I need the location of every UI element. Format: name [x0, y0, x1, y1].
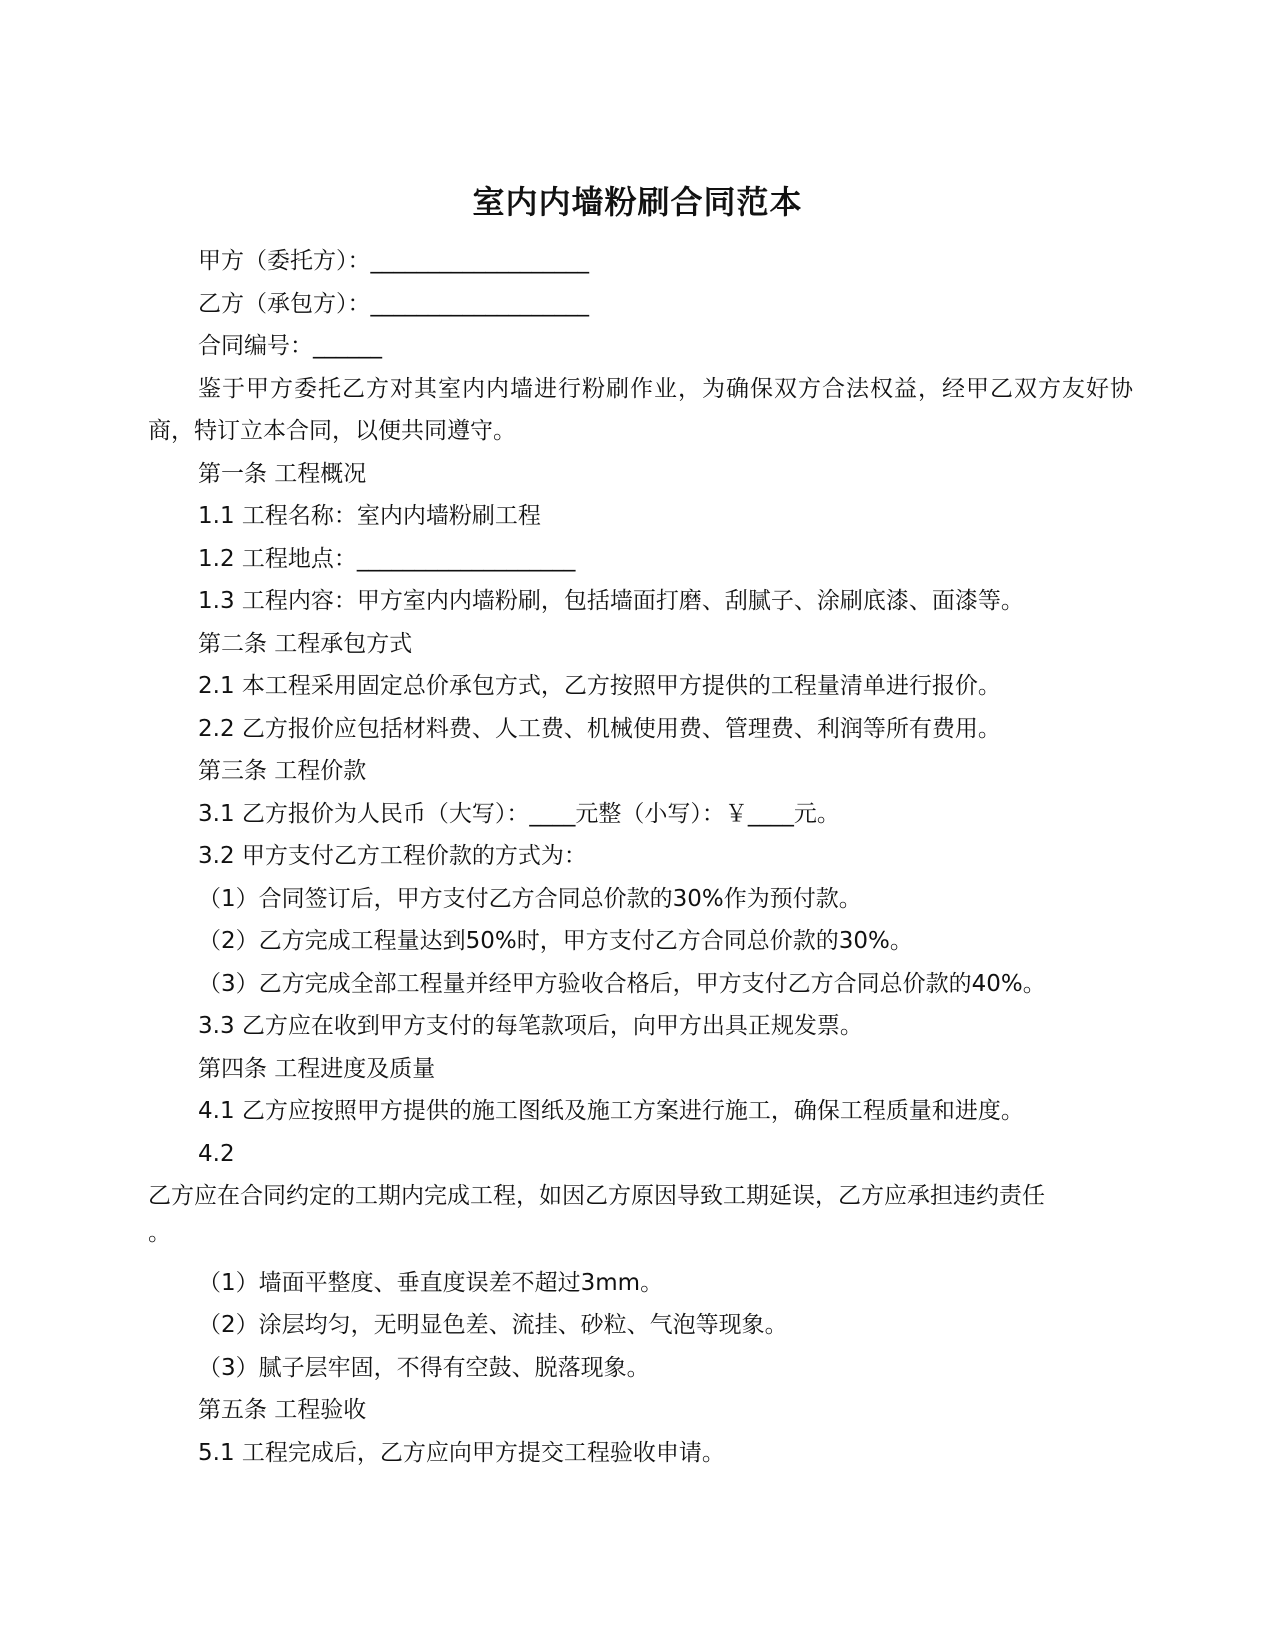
article-3-heading: 第三条 工程价款	[198, 758, 367, 784]
party-b-line: 乙方（承包方）：___________________	[198, 290, 589, 317]
article-1-heading: 第一条 工程概况	[198, 460, 367, 487]
clause-2-2: 2.2 乙方报价应包括材料费、人工费、机械使用费、管理费、利润等所有费用。	[198, 715, 1001, 742]
clause-3-2: 3.2 甲方支付乙方工程价款的方式为：	[198, 843, 587, 869]
article-2-heading: 第二条 工程承包方式	[198, 630, 413, 657]
clause-5-1: 5.1 工程完成后，乙方应向甲方提交工程验收申请。	[198, 1439, 725, 1466]
quality-item-1: （1）墙面平整度、垂直度误差不超过3mm。	[198, 1269, 664, 1296]
article-4-heading: 第四条 工程进度及质量	[198, 1055, 436, 1082]
quality-item-3: （3）腻子层牢固，不得有空鼓、脱落现象。	[198, 1354, 650, 1381]
clause-4-2-text: 乙方应在合同约定的工期内完成工程，如因乙方原因导致工期延误，乙方应承担违约责任	[148, 1183, 1045, 1209]
clause-4-2-period: 。	[148, 1219, 171, 1246]
clause-3-2-item-2: （2）乙方完成工程量达到50%时，甲方支付乙方合同总价款的30%。	[198, 928, 913, 954]
clause-3-2-item-1: （1）合同签订后，甲方支付乙方合同总价款的30%作为预付款。	[198, 885, 862, 912]
party-a-line: 甲方（委托方）：___________________	[198, 248, 589, 274]
contract-number-line: 合同编号：______	[198, 333, 382, 359]
preamble-paragraph: 鉴于甲方委托乙方对其室内内墙进行粉刷作业，为确保双方合法权益，经甲乙双方友好协商，特订立本合同，以便共同遵守。	[148, 375, 1133, 444]
clause-1-1: 1.1 工程名称：室内内墙粉刷工程	[198, 503, 541, 529]
clause-1-2: 1.2 工程地点：___________________	[198, 545, 576, 572]
clause-3-1: 3.1 乙方报价为人民币（大写）：____元整（小写）：￥____元。	[198, 800, 840, 827]
document-title: 室内内墙粉刷合同范本	[472, 183, 803, 221]
clause-2-1: 2.1 本工程采用固定总价承包方式，乙方按照甲方提供的工程量清单进行报价。	[198, 673, 1001, 699]
quality-item-2: （2）涂层均匀，无明显色差、流挂、砂粒、气泡等现象。	[198, 1312, 788, 1338]
clause-4-1: 4.1 乙方应按照甲方提供的施工图纸及施工方案进行施工，确保工程质量和进度。	[198, 1098, 1024, 1124]
clause-4-2-number: 4.2	[198, 1140, 235, 1167]
clause-1-3: 1.3 工程内容：甲方室内内墙粉刷，包括墙面打磨、刮腻子、涂刷底漆、面漆等。	[198, 588, 1024, 614]
clause-3-3: 3.3 乙方应在收到甲方支付的每笔款项后，向甲方出具正规发票。	[198, 1013, 863, 1039]
article-5-heading: 第五条 工程验收	[198, 1397, 367, 1423]
document-body	[148, 240, 1133, 1474]
clause-3-2-item-3: （3）乙方完成全部工程量并经甲方验收合格后，甲方支付乙方合同总价款的40%。	[198, 970, 1046, 997]
